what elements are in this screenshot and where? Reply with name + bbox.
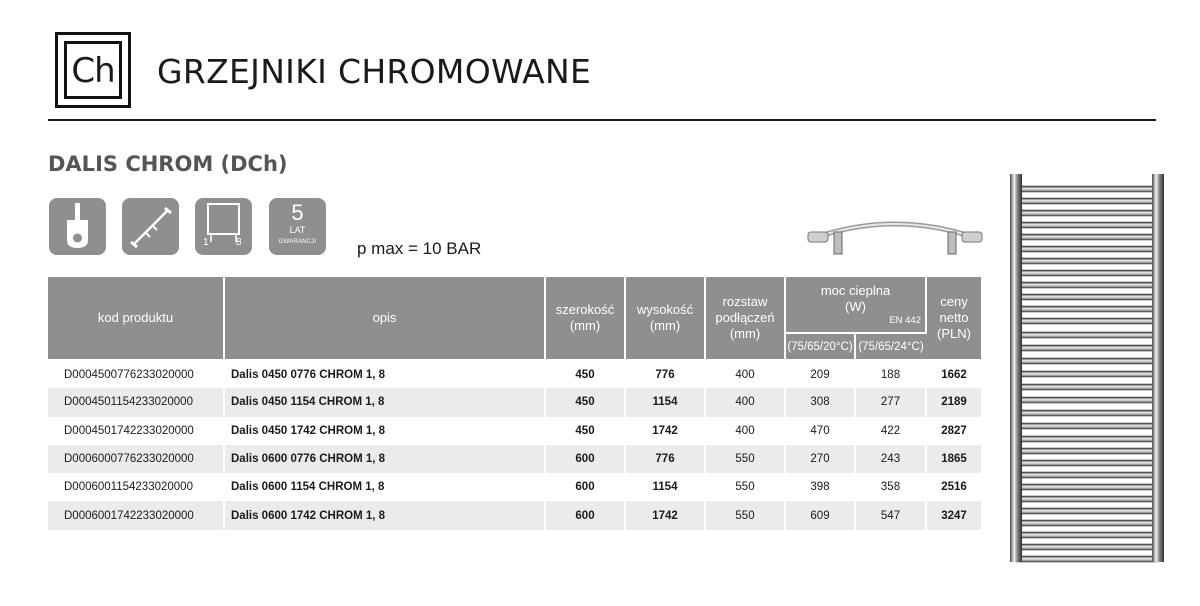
col-header-height: wysokość (mm) <box>625 277 705 360</box>
radiator-rung <box>1014 384 1160 390</box>
radiator-rung <box>1014 186 1160 192</box>
connection-label-left: 1 <box>203 237 209 248</box>
radiator-rung <box>1014 332 1160 338</box>
product-power-24: 422 <box>855 417 926 445</box>
radiator-rung <box>1014 371 1160 377</box>
product-spacing: 550 <box>705 445 785 473</box>
product-spacing: 400 <box>705 388 785 416</box>
radiator-illustration <box>1004 172 1170 564</box>
product-desc: Dalis 0450 0776 CHROM 1, 8 <box>224 360 545 388</box>
product-code: D0004501742233020000 <box>48 417 224 445</box>
towel-rail-icon <box>122 198 179 255</box>
product-price: 1662 <box>941 368 967 381</box>
table-row <box>48 417 981 445</box>
series-title: DALIS CHROM (DCh) <box>48 152 288 176</box>
radiator-rung <box>1014 210 1160 216</box>
product-desc: Dalis 0450 1154 CHROM 1, 8 <box>224 388 545 416</box>
connection-spacing-icon <box>195 198 252 255</box>
radiator-rung <box>1014 496 1160 502</box>
product-width: 450 <box>545 360 625 388</box>
warranty-icon <box>269 198 326 255</box>
radiator-rung <box>1014 234 1160 240</box>
product-power-24: 547 <box>855 501 926 529</box>
table-row <box>48 445 981 473</box>
radiator-rung <box>1014 294 1160 300</box>
product-height: 1154 <box>625 388 705 416</box>
warranty-years: 5 <box>291 200 304 225</box>
product-power-24: 277 <box>855 388 926 416</box>
table-row <box>48 360 981 388</box>
warranty-label: GWARANCJI <box>278 239 317 245</box>
radiator-rung <box>1014 436 1160 442</box>
col-header-power: moc cieplna (W) EN 442 <box>785 277 926 333</box>
product-code: D0004501154233020000 <box>48 388 224 416</box>
radiator-rung <box>1014 222 1160 228</box>
radiator-rung <box>1014 306 1160 312</box>
radiator-rung <box>1014 520 1160 526</box>
product-width: 600 <box>545 473 625 501</box>
radiator-rung <box>1014 448 1160 454</box>
product-power-24: 188 <box>855 360 926 388</box>
col-header-desc: opis <box>224 277 545 360</box>
radiator-rung <box>1014 246 1160 252</box>
warranty-unit: LAT <box>289 225 306 235</box>
product-height: 776 <box>625 360 705 388</box>
col-header-spacing: rozstaw podłączeń (mm) <box>705 277 785 360</box>
radiator-rung <box>1014 345 1160 351</box>
product-power-20: 308 <box>785 388 855 416</box>
product-code: D0006000776233020000 <box>48 445 224 473</box>
product-height: 1154 <box>625 473 705 501</box>
title-divider <box>48 119 1156 121</box>
product-power-24: 243 <box>855 445 926 473</box>
product-price: 3247 <box>926 501 981 529</box>
connection-label-right: 8 <box>236 237 242 248</box>
radiator-rung <box>1014 484 1160 490</box>
col-header-width: szerokość (mm) <box>545 277 625 360</box>
page-title: GRZEJNIKI CHROMOWANE <box>157 52 592 91</box>
col-header-power-20: (75/65/20°C) <box>785 333 855 360</box>
product-height: 1742 <box>625 417 705 445</box>
table-row <box>48 388 981 416</box>
product-price: 2189 <box>926 388 981 416</box>
product-spacing: 400 <box>705 417 785 445</box>
product-power-20: 609 <box>785 501 855 529</box>
product-price: 2516 <box>941 481 967 494</box>
radiator-rung <box>1014 508 1160 514</box>
radiator-rung <box>1014 270 1160 276</box>
product-code: D0006001154233020000 <box>48 473 224 501</box>
product-power-20: 270 <box>785 445 855 473</box>
table-row <box>48 473 981 501</box>
product-width: 450 <box>545 417 625 445</box>
product-height: 776 <box>625 445 705 473</box>
product-power-20: 398 <box>785 473 855 501</box>
price-table <box>48 277 981 530</box>
product-desc: Dalis 0600 0776 CHROM 1, 8 <box>224 445 545 473</box>
col-header-code: kod produktu <box>48 277 224 360</box>
radiator-rung <box>1014 472 1160 478</box>
product-price: 2827 <box>941 424 967 437</box>
logo-text: Ch <box>64 41 122 99</box>
product-desc: Dalis 0600 1154 CHROM 1, 8 <box>224 473 545 501</box>
product-code: D0004500776233020000 <box>48 360 224 388</box>
valve-illustration <box>806 218 984 258</box>
radiator-rung <box>1014 460 1160 466</box>
radiator-rung <box>1014 410 1160 416</box>
product-spacing: 400 <box>705 360 785 388</box>
radiator-rung <box>1014 544 1160 550</box>
product-width: 450 <box>545 388 625 416</box>
product-code: D0006001742233020000 <box>48 501 224 529</box>
product-height: 1742 <box>625 501 705 529</box>
radiator-rung <box>1014 556 1160 562</box>
radiator-rung <box>1014 282 1160 288</box>
radiator-rung <box>1014 397 1160 403</box>
product-spacing: 550 <box>705 501 785 529</box>
product-desc: Dalis 0600 1742 CHROM 1, 8 <box>224 501 545 529</box>
radiator-rung <box>1014 532 1160 538</box>
table-row <box>48 501 981 529</box>
product-spacing: 550 <box>705 473 785 501</box>
radiator-rung <box>1014 358 1160 364</box>
product-width: 600 <box>545 501 625 529</box>
col-header-price: ceny netto (PLN) <box>926 277 981 360</box>
product-price: 1865 <box>926 445 981 473</box>
radiator-rung <box>1014 423 1160 429</box>
product-power-20: 209 <box>785 360 855 388</box>
product-power-24: 358 <box>855 473 926 501</box>
max-pressure: p max = 10 BAR <box>357 239 482 258</box>
product-power-20: 470 <box>785 417 855 445</box>
power-norm: EN 442 <box>889 314 921 326</box>
brand-logo <box>55 32 131 108</box>
product-desc: Dalis 0450 1742 CHROM 1, 8 <box>224 417 545 445</box>
radiator-rung <box>1014 318 1160 324</box>
heating-element-icon <box>49 198 106 255</box>
radiator-rung <box>1014 198 1160 204</box>
product-width: 600 <box>545 445 625 473</box>
radiator-rung <box>1014 258 1160 264</box>
col-header-power-24: (75/65/24°C) <box>855 333 926 360</box>
